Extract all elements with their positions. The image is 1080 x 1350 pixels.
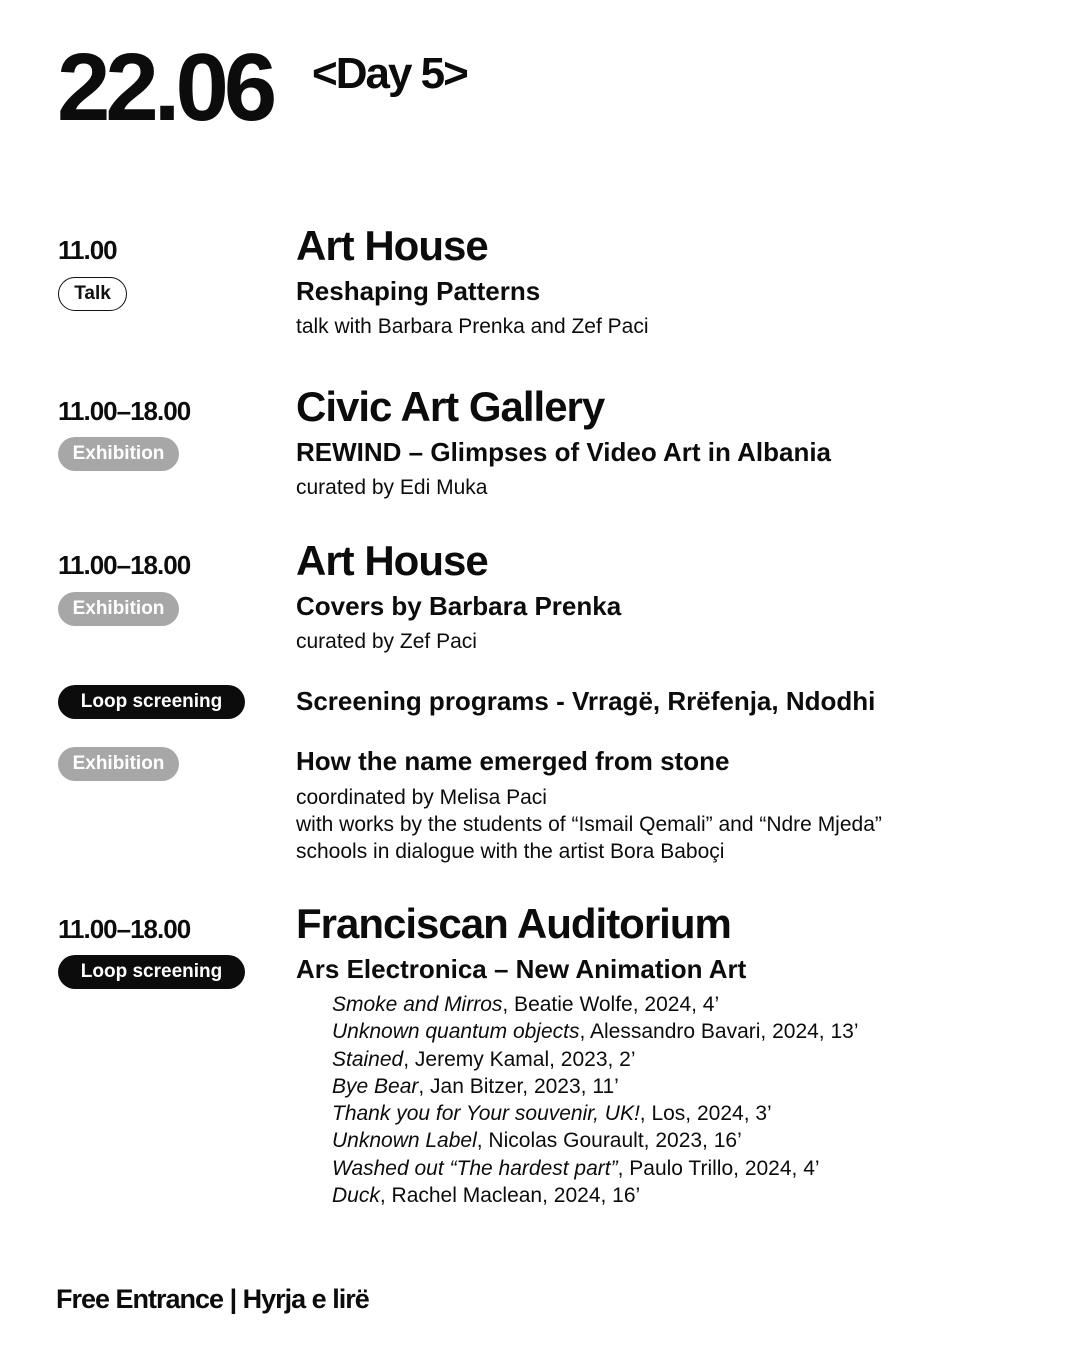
event-description: curated by Zef Paci bbox=[296, 630, 477, 653]
event-venue: Civic Art Gallery bbox=[296, 383, 605, 430]
event-title: Ars Electronica – New Animation Art bbox=[296, 954, 747, 984]
film-title: Unknown quantum objects bbox=[332, 1020, 580, 1044]
description-line: with works by the students of “Ismail Qemali” and “Ndre Mjeda” bbox=[296, 813, 882, 836]
film-item bbox=[332, 1182, 859, 1209]
film-item bbox=[332, 1155, 859, 1182]
film-item bbox=[332, 1073, 859, 1100]
film-details: , Beatie Wolfe, 2024, 4’ bbox=[502, 993, 720, 1016]
film-item bbox=[332, 1100, 859, 1127]
film-details: , Rachel Maclean, 2024, 16’ bbox=[379, 1184, 641, 1208]
film-title: Washed out “The hardest part” bbox=[332, 1156, 618, 1180]
film-title: Bye Bear bbox=[332, 1074, 419, 1098]
day-label: <Day 5> bbox=[312, 49, 467, 98]
description-line: schools in dialogue with the artist Bora Baboçi bbox=[296, 840, 725, 863]
film-item bbox=[332, 1127, 859, 1154]
event-title: Screening programs - Vrragë, Rrëfenja, Ndodhi bbox=[296, 686, 876, 716]
event-venue: Franciscan Auditorium bbox=[296, 900, 731, 947]
film-title: Duck bbox=[332, 1184, 380, 1208]
event-time: 11.00–18.00 bbox=[58, 550, 191, 580]
event-description: curated by Edi Muka bbox=[296, 476, 488, 499]
event-title: REWIND – Glimpses of Video Art in Albania bbox=[296, 437, 832, 467]
event-description bbox=[296, 784, 882, 865]
tag-exhibition: Exhibition bbox=[58, 747, 179, 781]
film-item bbox=[332, 1046, 859, 1073]
event-description: talk with Barbara Prenka and Zef Paci bbox=[296, 315, 649, 338]
event-time: 11.00–18.00 bbox=[58, 396, 191, 426]
free-entrance-footer: Free Entrance | Hyrja e lirë bbox=[56, 1284, 369, 1314]
film-details: , Paulo Trillo, 2024, 4’ bbox=[617, 1156, 820, 1180]
film-title: Smoke and Mirros bbox=[332, 993, 503, 1016]
tag-talk: Talk bbox=[58, 277, 127, 311]
film-item bbox=[332, 1018, 859, 1045]
film-details: , Jeremy Kamal, 2023, 2’ bbox=[403, 1047, 636, 1071]
tag-exhibition: Exhibition bbox=[58, 437, 179, 471]
event-date: 22.06 bbox=[57, 34, 273, 141]
film-details: , Nicolas Gourault, 2023, 16’ bbox=[476, 1129, 742, 1153]
tag-loop-screening: Loop screening bbox=[58, 685, 245, 719]
film-details: , Jan Bitzer, 2023, 11’ bbox=[418, 1074, 619, 1098]
film-title: Stained bbox=[332, 1047, 404, 1071]
tag-exhibition: Exhibition bbox=[58, 592, 179, 626]
event-title: How the name emerged from stone bbox=[296, 746, 730, 776]
event-venue: Art House bbox=[296, 222, 488, 269]
film-title: Thank you for Your souvenir, UK! bbox=[332, 1102, 640, 1126]
film-details: , Alessandro Bavari, 2024, 13’ bbox=[579, 1020, 859, 1044]
film-title: Unknown Label bbox=[332, 1129, 477, 1153]
event-time: 11.00–18.00 bbox=[58, 914, 191, 944]
tag-loop-screening: Loop screening bbox=[58, 955, 245, 989]
event-venue: Art House bbox=[296, 537, 488, 584]
event-title: Covers by Barbara Prenka bbox=[296, 591, 622, 621]
description-line: coordinated by Melisa Paci bbox=[296, 786, 547, 809]
film-list bbox=[332, 991, 859, 1209]
event-time: 11.00 bbox=[58, 235, 117, 265]
event-title: Reshaping Patterns bbox=[296, 276, 541, 306]
film-item bbox=[332, 991, 859, 1018]
film-details: , Los, 2024, 3’ bbox=[639, 1102, 772, 1126]
